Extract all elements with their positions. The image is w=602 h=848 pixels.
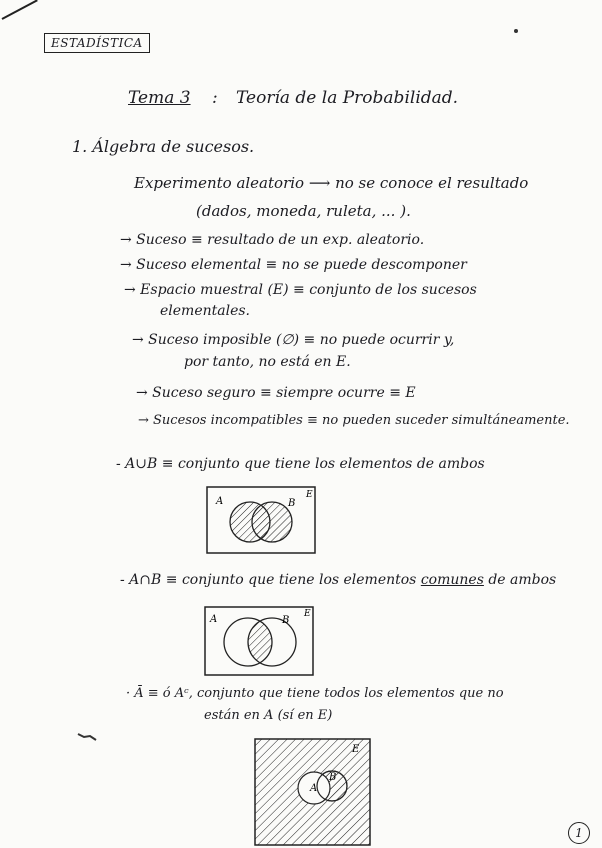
pen-scribble xyxy=(76,728,100,742)
title-separator: : xyxy=(212,88,218,108)
definition-suceso: → Suceso ≡ resultado de un exp. aleatorio. xyxy=(120,232,425,248)
definition-espacio-muestral-cont: elementales. xyxy=(160,303,250,319)
union-venn-diagram xyxy=(206,486,318,556)
intersection-venn-diagram xyxy=(204,606,316,678)
venn-label-a: A xyxy=(216,496,224,507)
venn-label-e: E xyxy=(306,490,313,500)
definition-suceso-seguro: → Suceso seguro ≡ siempre ocurre ≡ E xyxy=(136,385,416,401)
ink-dot xyxy=(514,29,518,33)
intersection-underlined-word: comunes xyxy=(420,572,484,588)
definition-espacio-muestral: → Espacio muestral (E) ≡ conjunto de los sucesos xyxy=(124,282,477,298)
union-definition: - A∪B ≡ conjunto que tiene los elementos de ambos xyxy=(116,456,485,472)
complement-definition: · Ā ≡ ó Aᶜ, conjunto que tiene todos los elementos que no xyxy=(126,686,504,701)
definition-suceso-elemental: → Suceso elemental ≡ no se puede descomponer xyxy=(120,257,467,273)
definition-suceso-imposible-cont: por tanto, no está en E. xyxy=(184,354,351,370)
venn-label-b: B xyxy=(282,615,290,626)
section-heading: 1. Álgebra de sucesos. xyxy=(72,137,255,156)
corner-pen-mark xyxy=(2,0,38,20)
experiment-definition: Experimento aleatorio ⟶ no se conoce el resultado xyxy=(134,174,529,192)
venn-label-b: B xyxy=(329,772,337,783)
intersection-text: - A∩B ≡ conjunto que tiene los elementos xyxy=(120,572,421,588)
page-number: 1 xyxy=(568,822,590,844)
set-b-circle xyxy=(252,502,292,542)
venn-label-e: E xyxy=(304,609,311,619)
venn-label-a: A xyxy=(210,614,218,625)
complement-definition-cont: están en A (sí en E) xyxy=(204,708,333,723)
venn-label-b: B xyxy=(288,498,296,509)
venn-label-a: A xyxy=(310,783,318,794)
definition-sucesos-incompatibles: → Sucesos incompatibles ≡ no pueden suceder simultáneamente. xyxy=(138,413,570,428)
experiment-examples: (dados, moneda, ruleta, ... ). xyxy=(196,202,411,220)
complement-venn-diagram xyxy=(254,738,372,848)
venn-label-e: E xyxy=(352,744,360,755)
intersection-text-end: de ambos xyxy=(483,572,557,588)
definition-suceso-imposible: → Suceso imposible (∅) ≡ no puede ocurrir y, xyxy=(132,332,455,348)
subject-label: ESTADÍSTICA xyxy=(44,33,150,53)
topic-number: Tema 3 xyxy=(128,88,191,108)
intersection-definition xyxy=(120,571,556,589)
page-title: Teoría de la Probabilidad. xyxy=(236,88,459,108)
